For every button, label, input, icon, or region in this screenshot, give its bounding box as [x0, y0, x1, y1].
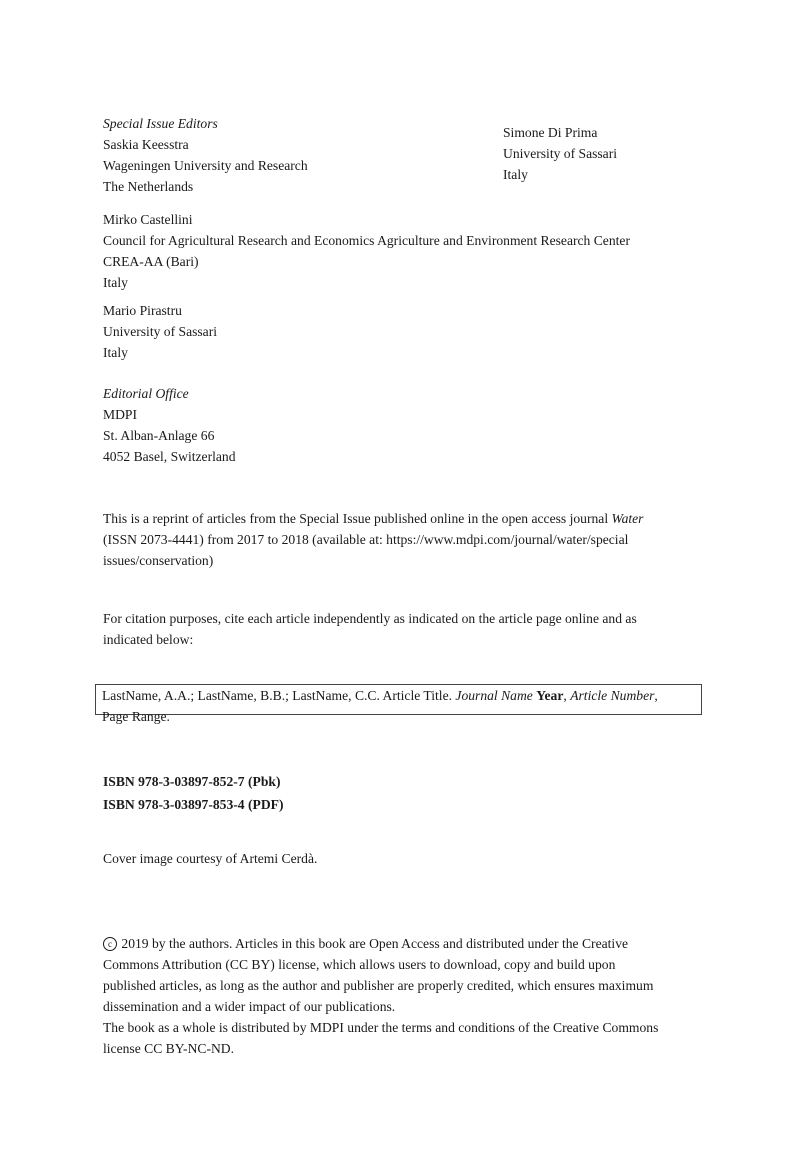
editors-left-column — [103, 113, 483, 197]
license-line-5: The book as a whole is distributed by MDPI under the terms and conditions of the Creative Commons — [103, 1020, 659, 1035]
office-city: 4052 Basel, Switzerland — [103, 449, 236, 464]
editor-affiliation: Wageningen University and Research — [103, 158, 308, 173]
editor-affiliation: University of Sassari — [503, 146, 618, 161]
editor-name: Simone Di Prima — [503, 125, 598, 140]
isbn-block — [103, 770, 603, 816]
editor-pirastru — [103, 300, 483, 363]
editor-country: Italy — [503, 167, 528, 182]
cover-credit — [103, 848, 603, 869]
reprint-line-2: (ISSN 2073-4441) from 2017 to 2018 (available at: https://www.mdpi.com/journal/water/special — [103, 532, 629, 547]
citation-year: Year — [536, 688, 564, 703]
copyright-icon: c — [103, 937, 117, 951]
editor-name: Mirko Castellini — [103, 212, 193, 227]
license-line-6: license CC BY-NC-ND. — [103, 1041, 235, 1056]
editor-country: Italy — [103, 345, 128, 360]
license-statement — [103, 933, 700, 1059]
editor-name: Mario Pirastru — [103, 303, 182, 318]
citation-article-number: Article Number — [570, 688, 655, 703]
citation-authors-title: LastName, A.A.; LastName, B.B.; LastName, C.C. Article Title. — [102, 688, 456, 703]
citation-journal-name: Journal Name — [455, 688, 533, 703]
editor-affiliation: Council for Agricultural Research and Economics Agriculture and Environment Research Center — [103, 233, 630, 248]
license-line-2: Commons Attribution (CC BY) license, which allows users to download, copy and build upon — [103, 957, 616, 972]
editor-affiliation-cont: CREA-AA (Bari) — [103, 254, 199, 269]
journal-name: Water — [611, 511, 644, 526]
license-line-3: published articles, as long as the author and publisher are properly credited, which ensures maximum — [103, 978, 654, 993]
cover-credit-text: Cover image courtesy of Artemi Cerdà. — [103, 851, 318, 866]
editor-country: The Netherlands — [103, 179, 194, 194]
reprint-line-3: issues/conservation) — [103, 553, 214, 568]
editor-castellini — [103, 209, 723, 293]
citation-template-line-1: LastName, A.A.; LastName, B.B.; LastName, C.C. Article Title. Journal Name Year, Article Number, — [102, 688, 658, 703]
editor-affiliation: University of Sassari — [103, 324, 218, 339]
isbn-pbk: ISBN 978-3-03897-852-7 (Pbk) — [103, 774, 281, 789]
reprint-text: This is a reprint of articles from the Special Issue published online in the open access journal — [103, 511, 612, 526]
citation-note-line-2: indicated below: — [103, 632, 194, 647]
citation-note — [103, 608, 700, 650]
editor-country: Italy — [103, 275, 128, 290]
license-line-1 — [103, 933, 700, 954]
citation-template-box — [95, 684, 702, 724]
citation-note-line-1: For citation purposes, cite each article independently as indicated on the article page online and as — [103, 611, 637, 626]
editors-right-column — [503, 122, 743, 185]
editorial-office-heading: Editorial Office — [103, 386, 189, 401]
special-issue-editors-heading: Special Issue Editors — [103, 116, 218, 131]
reprint-statement — [103, 508, 700, 571]
license-line-4: dissemination and a wider impact of our publications. — [103, 999, 396, 1014]
editor-name: Saskia Keesstra — [103, 137, 189, 152]
isbn-pdf: ISBN 978-3-03897-853-4 (PDF) — [103, 797, 284, 812]
license-text: 2019 by the authors. Articles in this book are Open Access and distributed under the Creative — [121, 936, 629, 951]
office-name: MDPI — [103, 407, 137, 422]
office-street: St. Alban-Anlage 66 — [103, 428, 215, 443]
reprint-line-1 — [103, 508, 700, 529]
citation-page-range: Page Range. — [102, 709, 170, 724]
editorial-office — [103, 383, 483, 467]
